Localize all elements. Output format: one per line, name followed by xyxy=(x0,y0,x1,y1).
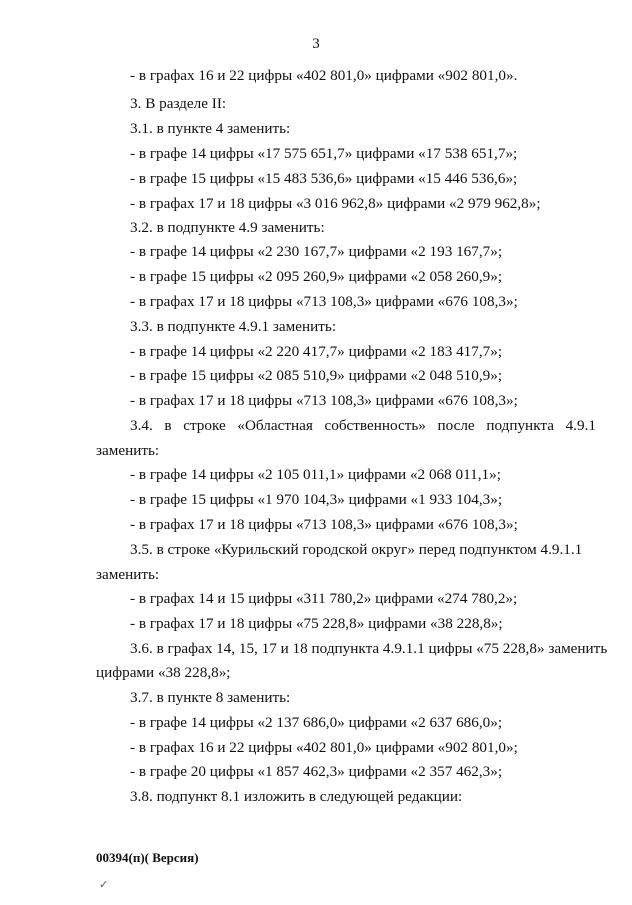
word: строке xyxy=(183,417,226,434)
text-line: - в графе 15 цифры «2 085 510,9» цифрами «2 048 510,9»; xyxy=(130,367,503,384)
text-line: - в графах 17 и 18 цифры «3 016 962,8» цифрами «2 979 962,8»; xyxy=(130,195,541,212)
word: после xyxy=(437,417,475,434)
text-line: - в графах 16 и 22 цифры «402 801,0» цифрами «902 801,0». xyxy=(130,67,518,84)
word: 4.9.1 xyxy=(565,417,596,434)
word: в xyxy=(164,417,172,434)
word: подпункта xyxy=(486,417,554,434)
text-line: - в графах 17 и 18 цифры «75 228,8» цифрами «38 228,8»; xyxy=(130,615,503,632)
text-line: - в графе 15 цифры «2 095 260,9» цифрами «2 058 260,9»; xyxy=(130,268,503,285)
text-line: 3.2. в подпункте 4.9 заменить: xyxy=(130,219,325,236)
word: 3.4. xyxy=(130,417,153,434)
text-line: - в графе 15 цифры «15 483 536,6» цифрами «15 446 536,6»; xyxy=(130,170,518,187)
text-line: - в графах 17 и 18 цифры «713 108,3» цифрами «676 108,3»; xyxy=(130,293,518,310)
text-line: 3.6. в графах 14, 15, 17 и 18 подпункта 4.9.1.1 цифры «75 228,8» заменить xyxy=(130,640,608,657)
text-line: 3.8. подпункт 8.1 изложить в следующей редакции: xyxy=(130,788,463,805)
word: «Областная xyxy=(237,417,313,434)
text-line: - в графе 14 цифры «2 220 417,7» цифрами «2 183 417,7»; xyxy=(130,343,503,360)
text-line: - в графе 14 цифры «17 575 651,7» цифрами «17 538 651,7»; xyxy=(130,145,518,162)
justified-line xyxy=(130,417,596,435)
document-footer-code: 00394(п)( Версия) xyxy=(96,850,199,865)
text-line: 3. В разделе II: xyxy=(130,95,227,112)
text-line: 3.7. в пункте 8 заменить: xyxy=(130,689,291,706)
text-line: - в графе 14 цифры «2 137 686,0» цифрами «2 637 686,0»; xyxy=(130,714,503,731)
text-line: 3.1. в пункте 4 заменить: xyxy=(130,120,291,137)
text-line: - в графах 17 и 18 цифры «713 108,3» цифрами «676 108,3»; xyxy=(130,392,518,409)
text-line: 3.5. в строке «Курильский городской округ» перед подпунктом 4.9.1.1 xyxy=(130,541,583,558)
text-line: - в графах 16 и 22 цифры «402 801,0» цифрами «902 801,0»; xyxy=(130,739,518,756)
text-line: - в графах 14 и 15 цифры «311 780,2» цифрами «274 780,2»; xyxy=(130,590,518,607)
text-line: - в графе 14 цифры «2 230 167,7» цифрами «2 193 167,7»; xyxy=(130,243,503,260)
text-line: заменить: xyxy=(96,442,160,459)
text-line: - в графах 17 и 18 цифры «713 108,3» цифрами «676 108,3»; xyxy=(130,516,518,533)
check-mark-icon: ✓ xyxy=(99,879,109,891)
page-number: 3 xyxy=(312,36,320,52)
text-line: 3.3. в подпункте 4.9.1 заменить: xyxy=(130,318,337,335)
text-line: - в графе 14 цифры «2 105 011,1» цифрами «2 068 011,1»; xyxy=(130,466,501,483)
text-line: цифрами «38 228,8»; xyxy=(96,664,231,681)
text-line: заменить: xyxy=(96,566,160,583)
text-line: - в графе 15 цифры «1 970 104,3» цифрами «1 933 104,3»; xyxy=(130,491,503,508)
text-line: - в графе 20 цифры «1 857 462,3» цифрами «2 357 462,3»; xyxy=(130,763,503,780)
word: собственность» xyxy=(324,417,426,434)
